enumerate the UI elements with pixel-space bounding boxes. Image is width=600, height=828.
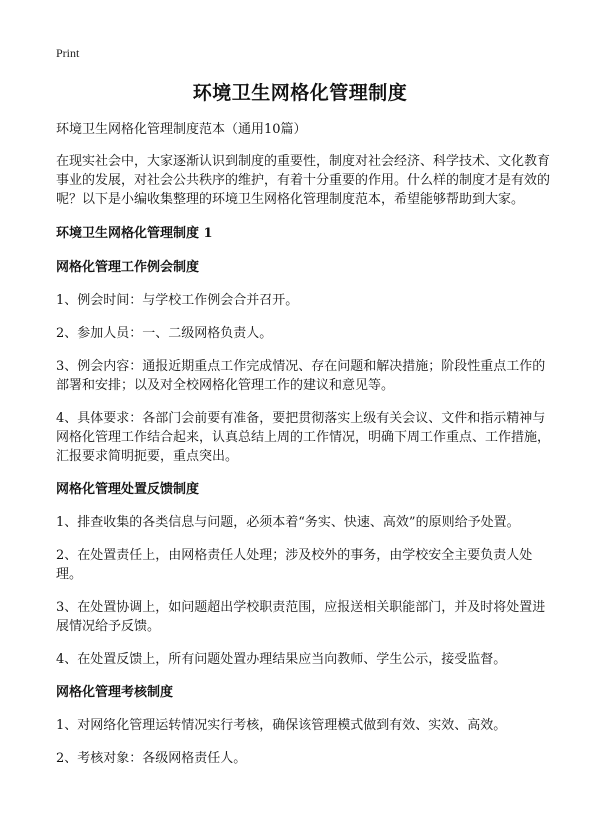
list-item: 4、具体要求：各部门会前要有准备，要把贯彻落实上级有关会议、文件和指示精神与网格化管理工作结合起来，认真总结上周的工作情况，明确下周工作重点、工作措施，汇报要求简明扼要，重点突出。 (56, 411, 551, 464)
list-item: 1、对网络化管理运转情况实行考核，确保该管理模式做到有效、实效、高效。 (56, 718, 507, 733)
list-item: 2、参加人员：一、二级网格负责人。 (56, 326, 273, 341)
document-body (56, 120, 556, 782)
block-title: 网格化管理处置反馈制度 (56, 482, 200, 497)
list-item: 1、排查收集的各类信息与问题，必须本着“务实、快速、高效”的原则给予处置。 (56, 515, 520, 530)
block-title: 网格化管理考核制度 (56, 685, 174, 700)
block-title: 网格化管理工作例会制度 (56, 260, 200, 275)
document-title: 环境卫生网格化管理制度 (192, 82, 408, 104)
block-feedback-system (56, 480, 556, 669)
list-item: 3、例会内容：通报近期重点工作完成情况、存在问题和解决措施；阶段性重点工作的部署和安排；以及对全校网格化管理工作的建议和意见等。 (56, 359, 546, 393)
block-meeting-system (56, 258, 556, 466)
list-item: 1、例会时间：与学校工作例会合并召开。 (56, 293, 299, 308)
print-label[interactable]: Print (56, 46, 80, 60)
list-item: 2、考核对象：各级网格责任人。 (56, 751, 247, 766)
list-item: 4、在处置反馈上，所有问题处置办理结果应当向教师、学生公示，接受监督。 (56, 652, 507, 667)
block-assessment-system (56, 683, 556, 768)
intro-paragraph: 在现实社会中，大家逐渐认识到制度的重要性，制度对社会经济、科学技术、文化教育事业的发展，对社会公共秩序的维护，有着十分重要的作用。什么样的制度才是有效的呢？以下是小编收集整理的环境卫生网格化管理制度范本，希望能够帮助到大家。 (56, 154, 551, 207)
document-subtitle: 环境卫生网格化管理制度范本（通用10篇） (56, 122, 307, 137)
section-title: 环境卫生网格化管理制度 1 (56, 226, 213, 241)
list-item: 2、在处置责任上，由网格责任人处理；涉及校外的事务，由学校安全主要负责人处理。 (56, 548, 533, 582)
list-item: 3、在处置协调上，如问题超出学校职责范围，应报送相关职能部门，并及时将处置进展情况给予反馈。 (56, 600, 546, 634)
